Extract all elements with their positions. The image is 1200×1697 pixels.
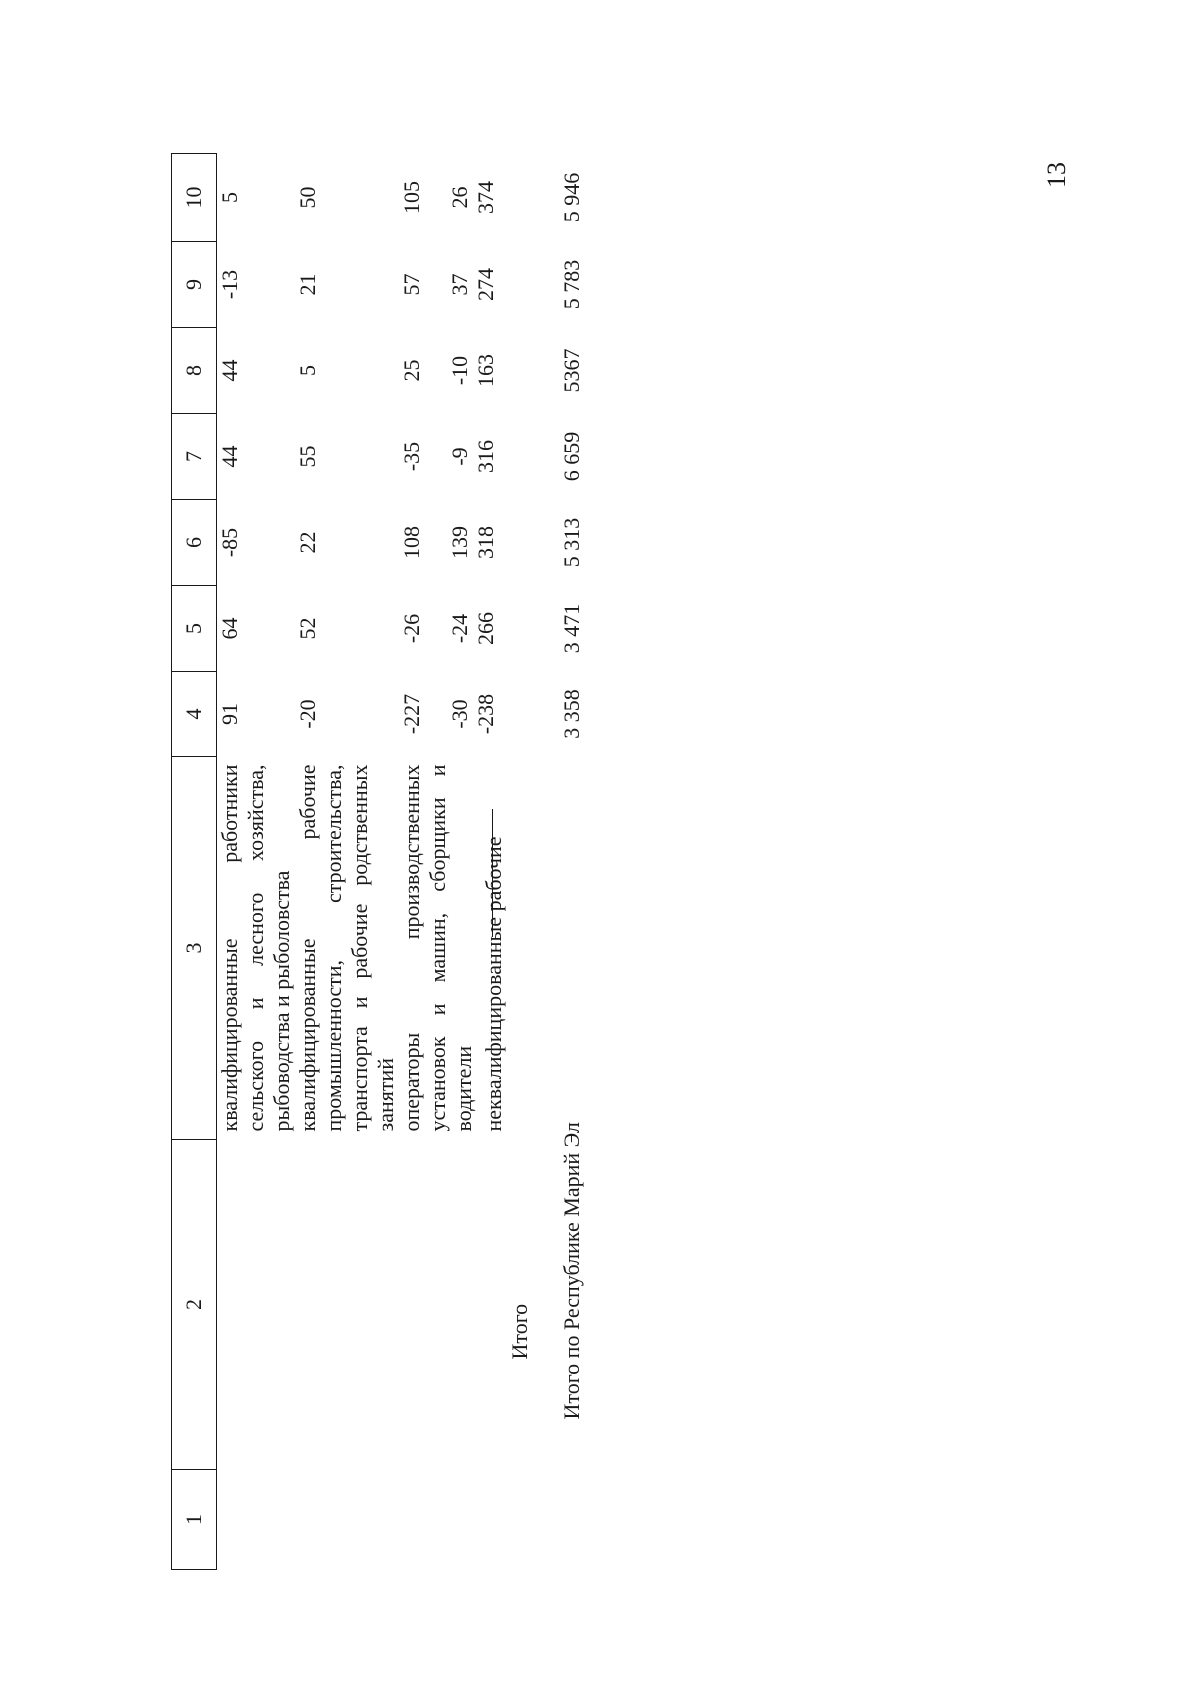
value-cell: 64 [217, 617, 242, 640]
value-cell [399, 672, 507, 757]
value-line: 108 [399, 526, 424, 559]
table-row [217, 154, 296, 1570]
header-cell-6: 6 [172, 500, 217, 586]
value-line: -10 [447, 355, 472, 386]
value-cell [399, 500, 507, 586]
value-cell: 44 [217, 445, 242, 468]
header-cell-1: 1 [172, 1470, 217, 1570]
total-value: 5 783 [559, 259, 584, 310]
value-cell: 50 [295, 186, 320, 209]
total-value: 5 946 [559, 172, 584, 223]
header-cell-9: 9 [172, 242, 217, 328]
header-cell-7: 7 [172, 414, 217, 500]
value-line: -35 [399, 441, 424, 472]
itogo-value: 316 [473, 440, 498, 473]
value-line: -227 [399, 693, 424, 735]
value-line: 26 [447, 186, 472, 209]
occupation-line: операторы производственных установок и машин, сборщики и водители [399, 764, 476, 1132]
value-cell: 91 [217, 703, 242, 725]
page-number: 13 [1042, 162, 1071, 188]
value-line: -26 [399, 613, 424, 644]
itogo-row [507, 154, 537, 1570]
occupation-line: неквалифицированные рабочие [481, 836, 506, 1132]
itogo-value: 374 [473, 181, 498, 214]
value-cell: 55 [295, 445, 320, 468]
value-cell [399, 154, 507, 242]
itogo-value: 318 [473, 526, 498, 559]
header-cell-2: 2 [172, 1140, 217, 1470]
table-row [295, 154, 399, 1570]
header-cell-8: 8 [172, 328, 217, 414]
separator-line [492, 809, 493, 937]
table-header-row [172, 154, 217, 1570]
value-line: 25 [399, 359, 424, 382]
value-cell: -20 [295, 699, 320, 729]
table-row [399, 154, 507, 1570]
total-value: 3 471 [559, 603, 584, 654]
total-value: 5367 [559, 348, 584, 393]
value-line: 37 [447, 273, 472, 296]
header-cell-10: 10 [172, 154, 217, 242]
value-cell: 44 [217, 359, 242, 382]
itogo-value: 266 [473, 612, 498, 645]
total-value: 5 313 [559, 517, 584, 568]
occupation-cell: квалифицированные рабочие промышленности, строительства, транспорта и рабочие родственных занятий [295, 764, 398, 1132]
header-cell-3: 3 [172, 757, 217, 1140]
value-cell: 52 [295, 617, 320, 640]
total-value: 6 659 [559, 431, 584, 482]
value-line: 105 [399, 181, 424, 214]
data-table [171, 153, 597, 1570]
value-cell: 5 [217, 192, 242, 203]
value-line: -24 [447, 613, 472, 644]
header-cell-5: 5 [172, 586, 217, 672]
total-value: 3 358 [559, 689, 584, 739]
value-cell: -13 [217, 269, 242, 300]
value-line: -30 [447, 699, 472, 729]
itogo-value: 163 [473, 354, 498, 387]
itogo-label: Итого [507, 1303, 532, 1360]
total-row [537, 154, 597, 1570]
occupation-cell: квалифицированные работники сельского и лесного хозяйства, рыбоводства и рыболовства [217, 764, 294, 1132]
value-cell [399, 328, 507, 414]
itogo-value: -238 [473, 693, 498, 735]
occupation-cell [399, 757, 507, 1140]
value-cell: 21 [295, 273, 320, 296]
value-cell [399, 586, 507, 672]
value-cell: 5 [295, 365, 320, 376]
itogo-label-cell [399, 1470, 507, 1570]
value-cell: 22 [295, 531, 320, 554]
header-cell-4: 4 [172, 672, 217, 757]
value-cell [399, 414, 507, 500]
value-line: 139 [447, 526, 472, 559]
value-cell [399, 242, 507, 328]
value-cell: -85 [217, 527, 242, 558]
total-label: Итого по Республике Марий Эл [559, 1122, 584, 1420]
itogo-value: 274 [473, 268, 498, 301]
value-line: -9 [447, 447, 472, 466]
value-line: 57 [399, 273, 424, 296]
